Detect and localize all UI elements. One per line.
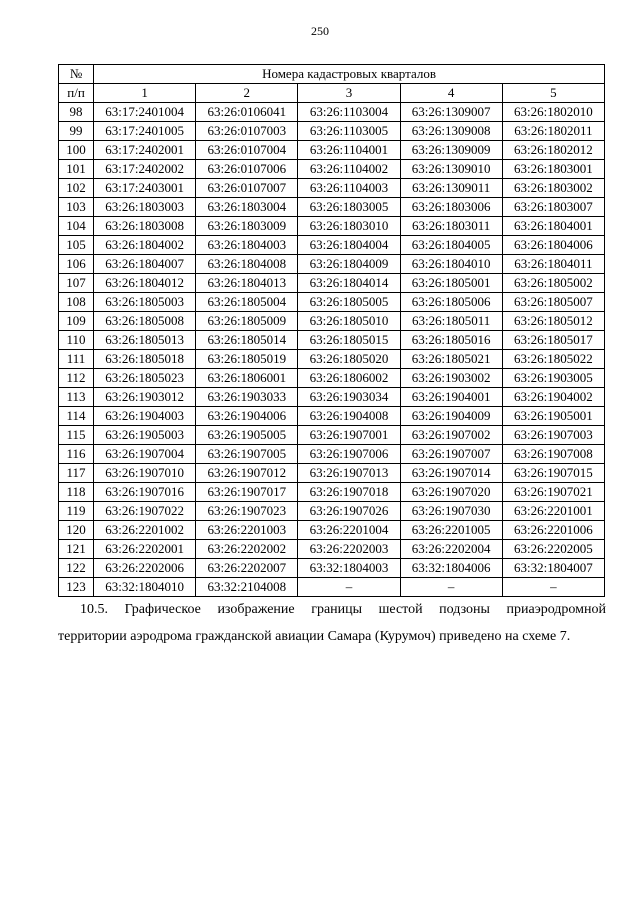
cadastral-quarter-cell: 63:26:1907020 — [400, 483, 502, 502]
row-number-cell: 115 — [59, 426, 94, 445]
cadastral-quarter-cell: 63:26:1903034 — [298, 388, 400, 407]
cadastral-quarter-cell: 63:26:1907002 — [400, 426, 502, 445]
cadastral-quarter-cell: 63:26:1904003 — [94, 407, 196, 426]
cadastral-quarter-cell: 63:26:1309011 — [400, 179, 502, 198]
table-row — [59, 426, 605, 445]
row-number-cell: 120 — [59, 521, 94, 540]
cadastral-quarter-cell: 63:26:1905005 — [196, 426, 298, 445]
cadastral-quarter-cell: 63:26:1802012 — [502, 141, 604, 160]
cadastral-quarter-cell: 63:26:2201005 — [400, 521, 502, 540]
cadastral-quarter-cell: 63:26:1907015 — [502, 464, 604, 483]
cadastral-quarter-cell: 63:26:1803009 — [196, 217, 298, 236]
cadastral-quarter-cell: 63:26:1805014 — [196, 331, 298, 350]
row-number-cell: 116 — [59, 445, 94, 464]
cadastral-quarter-cell: 63:26:0106041 — [196, 103, 298, 122]
cadastral-quarter-cell: 63:26:1803011 — [400, 217, 502, 236]
number-column-header: № — [59, 65, 94, 84]
cadastral-quarter-cell: 63:26:1309010 — [400, 160, 502, 179]
cadastral-quarter-cell: 63:26:1805005 — [298, 293, 400, 312]
cadastral-quarter-cell: 63:26:1804007 — [94, 255, 196, 274]
cadastral-quarter-cell: 63:26:2202002 — [196, 540, 298, 559]
row-number-cell: 99 — [59, 122, 94, 141]
table-row — [59, 369, 605, 388]
section-paragraph — [58, 596, 606, 650]
table-header — [59, 65, 605, 103]
cadastral-quarter-cell: – — [502, 578, 604, 597]
table-row — [59, 464, 605, 483]
cadastral-quarter-cell: 63:26:1903012 — [94, 388, 196, 407]
cadastral-quarter-cell: 63:26:1803004 — [196, 198, 298, 217]
cadastral-quarter-cell: 63:26:1905001 — [502, 407, 604, 426]
table-row — [59, 483, 605, 502]
cadastral-quarter-cell: 63:26:1805016 — [400, 331, 502, 350]
cadastral-quarter-cell: 63:26:1804004 — [298, 236, 400, 255]
cadastral-quarter-cell: 63:26:0107004 — [196, 141, 298, 160]
table-row — [59, 540, 605, 559]
cadastral-quarter-cell: 63:26:1907030 — [400, 502, 502, 521]
cadastral-quarter-cell: 63:26:1904008 — [298, 407, 400, 426]
table-row — [59, 407, 605, 426]
cadastral-quarter-cell: 63:26:1804002 — [94, 236, 196, 255]
cadastral-quarter-cell: 63:26:1805020 — [298, 350, 400, 369]
cadastral-quarter-cell: 63:26:1802010 — [502, 103, 604, 122]
cadastral-quarter-cell: 63:26:1804011 — [502, 255, 604, 274]
cadastral-quarter-cell: 63:26:1904009 — [400, 407, 502, 426]
table-row — [59, 122, 605, 141]
cadastral-quarter-cell: 63:26:1803010 — [298, 217, 400, 236]
cadastral-quarters-table — [58, 64, 605, 597]
cadastral-quarter-cell: 63:26:1907004 — [94, 445, 196, 464]
cadastral-quarter-cell: 63:26:1805002 — [502, 274, 604, 293]
cadastral-quarter-cell: 63:26:1907018 — [298, 483, 400, 502]
row-number-cell: 103 — [59, 198, 94, 217]
cadastral-quarter-cell: 63:17:2401005 — [94, 122, 196, 141]
cadastral-quarter-cell: 63:26:1104003 — [298, 179, 400, 198]
table-row — [59, 274, 605, 293]
cadastral-quarter-cell: 63:26:1805022 — [502, 350, 604, 369]
cadastral-quarter-cell: 63:26:1904001 — [400, 388, 502, 407]
table-body — [59, 103, 605, 597]
cadastral-quarter-cell: 63:26:1805007 — [502, 293, 604, 312]
table-row — [59, 293, 605, 312]
cadastral-quarter-cell: 63:26:1803003 — [94, 198, 196, 217]
cadastral-quarter-cell: 63:26:1806002 — [298, 369, 400, 388]
cadastral-quarter-cell: 63:26:1907006 — [298, 445, 400, 464]
column-number-1: 1 — [94, 84, 196, 103]
row-number-cell: 117 — [59, 464, 94, 483]
cadastral-quarter-cell: 63:26:0107006 — [196, 160, 298, 179]
cadastral-quarter-cell: 63:26:1104002 — [298, 160, 400, 179]
cadastral-quarter-cell: 63:17:2402001 — [94, 141, 196, 160]
cadastral-quarter-cell: – — [298, 578, 400, 597]
column-number-3: 3 — [298, 84, 400, 103]
table-row — [59, 217, 605, 236]
row-number-cell: 110 — [59, 331, 94, 350]
cadastral-quarter-cell: 63:26:1805003 — [94, 293, 196, 312]
cadastral-quarter-cell: 63:26:0107007 — [196, 179, 298, 198]
cadastral-quarter-cell: 63:26:1907021 — [502, 483, 604, 502]
cadastral-quarter-cell: 63:26:1907005 — [196, 445, 298, 464]
cadastral-quarter-cell: – — [400, 578, 502, 597]
table-row — [59, 445, 605, 464]
row-number-cell: 122 — [59, 559, 94, 578]
cadastral-quarter-cell: 63:26:1907022 — [94, 502, 196, 521]
row-number-cell: 108 — [59, 293, 94, 312]
table-row — [59, 255, 605, 274]
cadastral-quarter-cell: 63:26:1904002 — [502, 388, 604, 407]
cadastral-quarter-cell: 63:26:1907016 — [94, 483, 196, 502]
table-row — [59, 388, 605, 407]
cadastral-quarter-cell: 63:26:1805015 — [298, 331, 400, 350]
column-number-2: 2 — [196, 84, 298, 103]
cadastral-quarter-cell: 63:26:2202006 — [94, 559, 196, 578]
cadastral-quarter-cell: 63:26:1804012 — [94, 274, 196, 293]
cadastral-quarter-cell: 63:26:1805019 — [196, 350, 298, 369]
cadastral-quarter-cell: 63:26:1804008 — [196, 255, 298, 274]
cadastral-quarter-cell: 63:26:1103004 — [298, 103, 400, 122]
group-column-header: Номера кадастровых кварталов — [94, 65, 605, 84]
cadastral-quarter-cell: 63:26:1907012 — [196, 464, 298, 483]
row-number-cell: 106 — [59, 255, 94, 274]
cadastral-quarter-cell: 63:26:1805017 — [502, 331, 604, 350]
cadastral-quarter-cell: 63:26:1309008 — [400, 122, 502, 141]
cadastral-quarter-cell: 63:32:1804006 — [400, 559, 502, 578]
cadastral-quarter-cell: 63:26:1805004 — [196, 293, 298, 312]
row-number-cell: 105 — [59, 236, 94, 255]
cadastral-quarter-cell: 63:26:1803007 — [502, 198, 604, 217]
cadastral-quarter-cell: 63:26:2201006 — [502, 521, 604, 540]
cadastral-quarter-cell: 63:26:2201002 — [94, 521, 196, 540]
number-column-subheader: п/п — [59, 84, 94, 103]
table-row — [59, 141, 605, 160]
cadastral-quarter-cell: 63:26:1803008 — [94, 217, 196, 236]
row-number-cell: 109 — [59, 312, 94, 331]
cadastral-quarter-cell: 63:26:1904006 — [196, 407, 298, 426]
cadastral-quarter-cell: 63:26:1806001 — [196, 369, 298, 388]
cadastral-quarter-cell: 63:17:2402002 — [94, 160, 196, 179]
cadastral-quarter-cell: 63:26:1907001 — [298, 426, 400, 445]
cadastral-quarter-cell: 63:26:1805006 — [400, 293, 502, 312]
cadastral-quarter-cell: 63:26:1805018 — [94, 350, 196, 369]
cadastral-quarter-cell: 63:26:1104001 — [298, 141, 400, 160]
column-number-5: 5 — [502, 84, 604, 103]
table-row — [59, 312, 605, 331]
cadastral-quarter-cell: 63:26:1804001 — [502, 217, 604, 236]
header-row-bottom — [59, 84, 605, 103]
cadastral-quarter-cell: 63:26:1805021 — [400, 350, 502, 369]
cadastral-quarter-cell: 63:17:2401004 — [94, 103, 196, 122]
table-row — [59, 502, 605, 521]
row-number-cell: 101 — [59, 160, 94, 179]
row-number-cell: 112 — [59, 369, 94, 388]
cadastral-quarter-cell: 63:26:2201004 — [298, 521, 400, 540]
cadastral-quarter-cell: 63:26:2201003 — [196, 521, 298, 540]
table-row — [59, 198, 605, 217]
table-row — [59, 559, 605, 578]
cadastral-quarter-cell: 63:32:1804010 — [94, 578, 196, 597]
table-row — [59, 350, 605, 369]
table-row — [59, 103, 605, 122]
cadastral-quarter-cell: 63:26:1907007 — [400, 445, 502, 464]
paragraph-line-1: 10.5. Графическое изображение границы шестой подзоны приаэродромной — [80, 602, 606, 617]
table-row — [59, 331, 605, 350]
cadastral-quarter-cell: 63:26:1803006 — [400, 198, 502, 217]
cadastral-quarter-cell: 63:26:1907010 — [94, 464, 196, 483]
cadastral-quarter-cell: 63:26:1805001 — [400, 274, 502, 293]
cadastral-quarter-cell: 63:26:1805013 — [94, 331, 196, 350]
row-number-cell: 119 — [59, 502, 94, 521]
cadastral-quarter-cell: 63:26:1805009 — [196, 312, 298, 331]
row-number-cell: 123 — [59, 578, 94, 597]
cadastral-quarter-cell: 63:26:1804013 — [196, 274, 298, 293]
page-number: 250 — [311, 24, 329, 38]
cadastral-quarter-cell: 63:26:1907017 — [196, 483, 298, 502]
row-number-cell: 104 — [59, 217, 94, 236]
cadastral-quarter-cell: 63:26:1804014 — [298, 274, 400, 293]
cadastral-quarter-cell: 63:26:1903005 — [502, 369, 604, 388]
column-number-4: 4 — [400, 84, 502, 103]
cadastral-quarter-cell: 63:26:1309007 — [400, 103, 502, 122]
cadastral-quarter-cell: 63:26:1804009 — [298, 255, 400, 274]
cadastral-quarter-cell: 63:26:1907013 — [298, 464, 400, 483]
cadastral-quarter-cell: 63:26:1804006 — [502, 236, 604, 255]
cadastral-quarter-cell: 63:26:1804005 — [400, 236, 502, 255]
cadastral-quarter-cell: 63:26:2202003 — [298, 540, 400, 559]
cadastral-quarter-cell: 63:26:1905003 — [94, 426, 196, 445]
cadastral-quarter-cell: 63:26:1907014 — [400, 464, 502, 483]
cadastral-quarter-cell: 63:26:1309009 — [400, 141, 502, 160]
cadastral-quarter-cell: 63:26:1805011 — [400, 312, 502, 331]
cadastral-quarter-cell: 63:26:1103005 — [298, 122, 400, 141]
row-number-cell: 114 — [59, 407, 94, 426]
table-row — [59, 578, 605, 597]
table-row — [59, 521, 605, 540]
cadastral-quarter-cell: 63:26:1803005 — [298, 198, 400, 217]
row-number-cell: 113 — [59, 388, 94, 407]
cadastral-quarter-cell: 63:32:1804003 — [298, 559, 400, 578]
cadastral-quarter-cell: 63:26:0107003 — [196, 122, 298, 141]
cadastral-quarter-cell: 63:26:1903002 — [400, 369, 502, 388]
row-number-cell: 107 — [59, 274, 94, 293]
table-row — [59, 179, 605, 198]
cadastral-quarter-cell: 63:26:1903033 — [196, 388, 298, 407]
cadastral-quarter-cell: 63:26:2202004 — [400, 540, 502, 559]
cadastral-quarter-cell: 63:26:2202001 — [94, 540, 196, 559]
row-number-cell: 121 — [59, 540, 94, 559]
cadastral-quarter-cell: 63:26:2202007 — [196, 559, 298, 578]
cadastral-quarter-cell: 63:26:1802011 — [502, 122, 604, 141]
cadastral-quarter-cell: 63:26:1805008 — [94, 312, 196, 331]
cadastral-quarter-cell: 63:17:2403001 — [94, 179, 196, 198]
cadastral-quarter-cell: 63:32:2104008 — [196, 578, 298, 597]
header-row-top — [59, 65, 605, 84]
cadastral-quarter-cell: 63:26:1803002 — [502, 179, 604, 198]
cadastral-quarter-cell: 63:26:2201001 — [502, 502, 604, 521]
cadastral-quarter-cell: 63:26:1804010 — [400, 255, 502, 274]
cadastral-quarter-cell: 63:26:1907023 — [196, 502, 298, 521]
cadastral-quarter-cell: 63:26:1907026 — [298, 502, 400, 521]
cadastral-quarter-cell: 63:26:1907003 — [502, 426, 604, 445]
cadastral-quarter-cell: 63:32:1804007 — [502, 559, 604, 578]
table-row — [59, 160, 605, 179]
row-number-cell: 100 — [59, 141, 94, 160]
table-row — [59, 236, 605, 255]
cadastral-quarter-cell: 63:26:1804003 — [196, 236, 298, 255]
cadastral-quarter-cell: 63:26:1805010 — [298, 312, 400, 331]
row-number-cell: 111 — [59, 350, 94, 369]
row-number-cell: 102 — [59, 179, 94, 198]
cadastral-quarter-cell: 63:26:1907008 — [502, 445, 604, 464]
paragraph-line-2: территории аэродрома гражданской авиации Самара (Курумоч) приведено на схеме 7. — [58, 629, 571, 644]
cadastral-quarter-cell: 63:26:1803001 — [502, 160, 604, 179]
cadastral-quarter-cell: 63:26:2202005 — [502, 540, 604, 559]
row-number-cell: 118 — [59, 483, 94, 502]
cadastral-quarter-cell: 63:26:1805012 — [502, 312, 604, 331]
row-number-cell: 98 — [59, 103, 94, 122]
cadastral-quarter-cell: 63:26:1805023 — [94, 369, 196, 388]
